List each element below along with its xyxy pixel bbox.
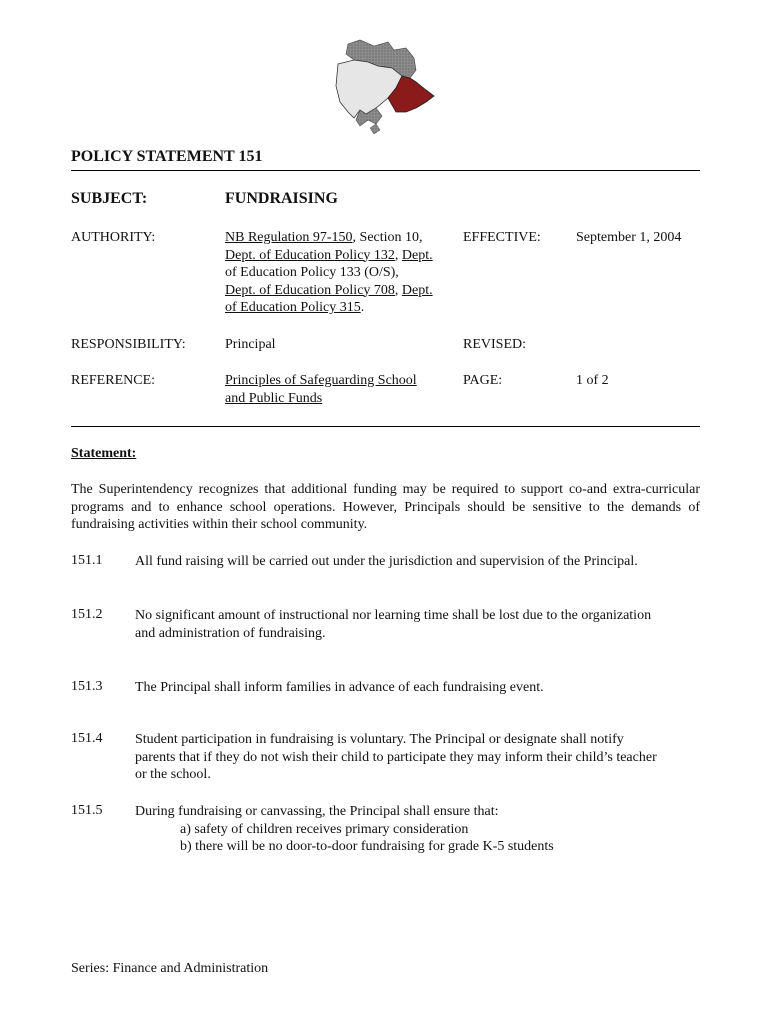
item-text: [135, 679, 700, 697]
authority-line: [225, 299, 461, 317]
authority-text: , Section 10,: [352, 230, 423, 245]
item-text: [135, 731, 700, 784]
divider: [71, 170, 700, 171]
responsibility-label: RESPONSIBILITY:: [71, 337, 186, 352]
authority-text: ,: [394, 247, 402, 263]
authority-line: [225, 229, 461, 247]
authority-label: AUTHORITY:: [71, 230, 156, 245]
statement-heading: Statement:: [71, 446, 137, 461]
item-number: 151.1: [71, 553, 103, 568]
authority-line: [225, 247, 461, 265]
item-line: The Principal shall inform families in advance of each fundraising event.: [135, 680, 544, 695]
item-line: and administration of fundraising.: [135, 625, 326, 641]
policy-link[interactable]: Dept. of Education Policy 132: [225, 247, 395, 263]
item-text: [135, 803, 700, 856]
policy-link[interactable]: Dept.: [401, 247, 433, 263]
subject-label: SUBJECT:: [71, 190, 148, 207]
item-line: parents that if they do not wish their child to participate they may inform their child’s teacher: [135, 749, 657, 765]
authority-line: [225, 282, 461, 300]
sub-item: a) safety of children receives primary consideration: [180, 821, 469, 837]
statement-intro: The Superintendency recognizes that additional funding may be required to support co-and extra-curricular programs and to enhance school operations. However, Principals should be sensitive to the demands of fundraising activities within their school community.: [71, 482, 700, 532]
item-number: 151.2: [71, 607, 103, 622]
item-line: Student participation in fundraising is voluntary. The Principal or designate shall notify: [135, 732, 624, 747]
revised-label: REVISED:: [463, 337, 526, 352]
responsibility-value: Principal: [225, 337, 276, 352]
item-text: [135, 607, 700, 642]
effective-date: September 1, 2004: [576, 230, 682, 245]
policy-link[interactable]: NB Regulation 97-150: [225, 230, 353, 245]
item-line: All fund raising will be carried out under the jurisdiction and supervision of the Principal.: [135, 554, 638, 569]
authority-line: [225, 264, 461, 282]
item-line: No significant amount of instructional nor learning time shall be lost due to the organization: [135, 608, 652, 623]
reference-label: REFERENCE:: [71, 373, 156, 388]
item-number: 151.4: [71, 731, 103, 746]
policy-title: POLICY STATEMENT 151: [71, 148, 263, 165]
policy-link[interactable]: Dept. of Education Policy 708: [225, 282, 395, 298]
item-number: 151.5: [71, 803, 103, 818]
series-footer: Series: Finance and Administration: [71, 961, 269, 976]
reference-link-line[interactable]: and Public Funds: [225, 390, 323, 406]
page-number: 1 of 2: [576, 373, 609, 388]
item-number: 151.3: [71, 679, 103, 694]
policy-link[interactable]: Dept.: [401, 282, 433, 298]
authority-text: of Education Policy 133 (O/S),: [225, 265, 399, 280]
sub-item: b) there will be no door-to-door fundraising for grade K-5 students: [180, 839, 554, 854]
reference-link-line[interactable]: Principles of Safeguarding School: [225, 373, 417, 388]
page-label: PAGE:: [463, 373, 503, 388]
reference-link[interactable]: [225, 372, 461, 407]
item-line: During fundraising or canvassing, the Principal shall ensure that:: [135, 804, 499, 819]
divider: [71, 426, 700, 427]
policy-link[interactable]: of Education Policy 315: [225, 300, 361, 315]
authority-value: [225, 229, 461, 317]
item-text: [135, 553, 700, 571]
authority-text: ,: [394, 282, 402, 298]
new-brunswick-map-icon: [330, 38, 442, 138]
subject-value: FUNDRAISING: [225, 190, 338, 207]
effective-label: EFFECTIVE:: [463, 230, 541, 245]
item-line: or the school.: [135, 767, 211, 782]
authority-text: .: [360, 300, 365, 315]
